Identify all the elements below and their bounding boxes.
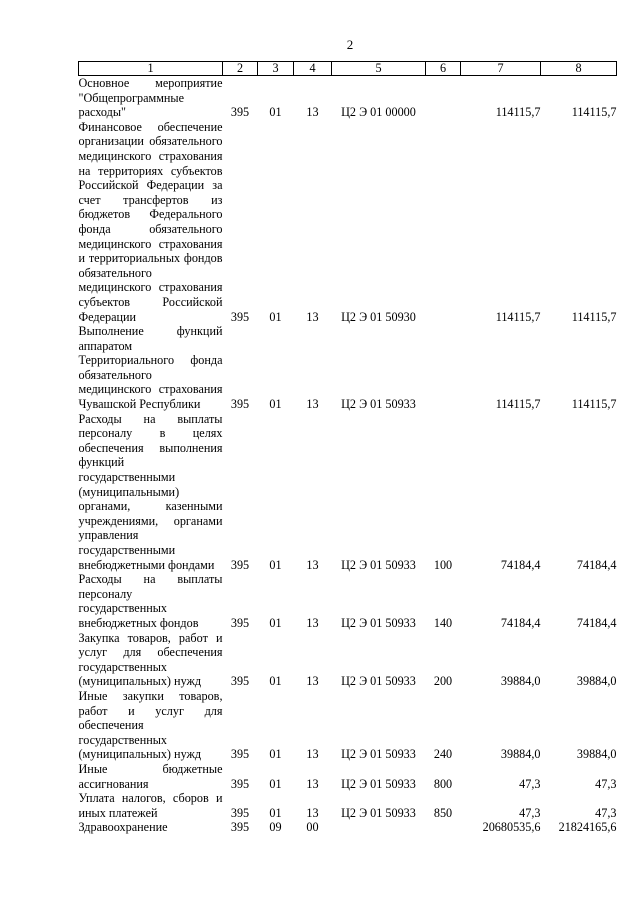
row-amount-2: 114115,7 — [571, 309, 617, 324]
row-section: 01 — [269, 557, 282, 572]
row-expense-type — [426, 820, 461, 835]
row-amount-2: 47,3 — [595, 805, 617, 820]
row-expense-type: 240 — [433, 747, 453, 762]
row-expense-type — [426, 76, 461, 120]
row-admin-code: 395 — [230, 615, 250, 630]
row-amount-1: 114115,7 — [495, 105, 541, 120]
table-row — [79, 76, 617, 120]
row-admin-code: 395 — [230, 557, 250, 572]
row-admin-code: 395 — [230, 105, 250, 120]
row-target-item: Ц2 Э 01 50933 — [341, 397, 416, 412]
column-header: 3 — [258, 62, 294, 76]
column-header: 8 — [541, 62, 617, 76]
column-header: 7 — [461, 62, 541, 76]
row-admin-code: 395 — [230, 776, 250, 791]
row-name: Расходы на выплаты персоналу в целях обеспечения выполнения функций государственными (муниципальными) органами, казенными учреждениями, органами управления государственными внебюджетными фондами — [78, 411, 223, 572]
row-amount-1: 114115,7 — [495, 397, 541, 412]
row-name: Иные закупки товаров, работ и услуг для обеспечения государственных (муниципальных) нужд — [78, 688, 223, 762]
row-admin-code: 395 — [230, 805, 250, 820]
table-row — [79, 631, 617, 689]
table-row — [79, 820, 617, 835]
row-expense-type: 140 — [433, 615, 453, 630]
row-section: 01 — [269, 309, 282, 324]
row-section: 01 — [269, 397, 282, 412]
row-expense-type: 200 — [433, 674, 453, 689]
table-row — [79, 412, 617, 573]
row-expense-type: 800 — [433, 776, 453, 791]
row-amount-1: 39884,0 — [500, 747, 541, 762]
row-target-item: Ц2 Э 01 50933 — [341, 747, 416, 762]
row-target-item — [332, 820, 426, 835]
row-subsection: 13 — [306, 397, 319, 412]
row-admin-code: 395 — [230, 820, 250, 835]
row-amount-2: 114115,7 — [571, 105, 617, 120]
column-header: 4 — [294, 62, 332, 76]
row-name: Основное мероприятие "Общепрограммные расходы" — [78, 76, 223, 120]
table-row — [79, 572, 617, 630]
row-target-item: Ц2 Э 01 50933 — [341, 776, 416, 791]
row-name: Уплата налогов, сборов и иных платежей — [78, 791, 223, 820]
row-amount-2: 47,3 — [595, 776, 617, 791]
row-amount-1: 74184,4 — [500, 557, 541, 572]
row-section: 01 — [269, 674, 282, 689]
table-row — [79, 324, 617, 412]
row-section: 01 — [269, 776, 282, 791]
row-amount-1: 47,3 — [519, 776, 541, 791]
table-row — [79, 791, 617, 820]
row-amount-1: 114115,7 — [495, 309, 541, 324]
row-target-item: Ц2 Э 01 50933 — [341, 615, 416, 630]
row-admin-code: 395 — [230, 309, 250, 324]
row-amount-2: 39884,0 — [576, 674, 617, 689]
row-section: 01 — [269, 105, 282, 120]
table-row — [79, 120, 617, 324]
row-target-item: Ц2 Э 01 00000 — [341, 105, 416, 120]
column-header: 1 — [79, 62, 223, 76]
row-subsection: 13 — [306, 776, 319, 791]
row-target-item: Ц2 Э 01 50933 — [341, 674, 416, 689]
row-subsection: 13 — [306, 105, 319, 120]
row-expense-type — [426, 120, 461, 324]
row-target-item: Ц2 Э 01 50933 — [341, 557, 416, 572]
row-name: Иные бюджетные ассигнования — [78, 761, 223, 791]
row-subsection: 13 — [306, 674, 319, 689]
row-subsection: 13 — [306, 747, 319, 762]
budget-table — [78, 61, 617, 835]
row-amount-1: 74184,4 — [500, 615, 541, 630]
row-expense-type: 100 — [433, 557, 453, 572]
row-amount-2: 21824165,6 — [558, 820, 617, 835]
row-expense-type: 850 — [433, 805, 453, 820]
row-section: 09 — [269, 820, 282, 835]
row-subsection: 13 — [306, 557, 319, 572]
row-section: 01 — [269, 615, 282, 630]
row-amount-1: 47,3 — [519, 805, 541, 820]
row-name: Здравоохранение — [78, 820, 168, 835]
row-name: Выполнение функций аппаратом Территориального фонда обязательного медицинского страхования Чувашской Республики — [78, 324, 223, 412]
row-name: Закупка товаров, работ и услуг для обеспечения государственных (муниципальных) нужд — [78, 630, 223, 689]
column-header: 2 — [223, 62, 258, 76]
row-subsection: 13 — [306, 615, 319, 630]
row-subsection: 13 — [306, 309, 319, 324]
column-header: 5 — [332, 62, 426, 76]
row-amount-2: 74184,4 — [576, 615, 617, 630]
row-admin-code: 395 — [230, 747, 250, 762]
row-amount-2: 114115,7 — [571, 397, 617, 412]
row-target-item: Ц2 Э 01 50933 — [341, 805, 416, 820]
row-section: 01 — [269, 805, 282, 820]
row-target-item: Ц2 Э 01 50930 — [341, 309, 416, 324]
row-admin-code: 395 — [230, 397, 250, 412]
row-amount-2: 39884,0 — [576, 747, 617, 762]
row-amount-1: 20680535,6 — [482, 820, 541, 835]
table-row — [79, 762, 617, 791]
row-expense-type — [426, 324, 461, 412]
column-header: 6 — [426, 62, 461, 76]
table-row — [79, 689, 617, 762]
table-header-row — [79, 62, 617, 76]
row-admin-code: 395 — [230, 674, 250, 689]
row-subsection: 00 — [306, 820, 319, 835]
row-amount-1: 39884,0 — [500, 674, 541, 689]
row-subsection: 13 — [306, 805, 319, 820]
row-name: Финансовое обеспечение организации обязательного медицинского страхования на территориях субъектов Российской Федерации за счет трансфертов из бюджетов Федерального фонда обязательного медицинского страхования и территориальных фондов обязательного медицинского страхования субъектов Российской Федерации — [78, 119, 223, 324]
row-section: 01 — [269, 747, 282, 762]
row-amount-2: 74184,4 — [576, 557, 617, 572]
row-name: Расходы на выплаты персоналу государственных внебюджетных фондов — [78, 572, 223, 630]
page-number: 2 — [346, 37, 354, 52]
